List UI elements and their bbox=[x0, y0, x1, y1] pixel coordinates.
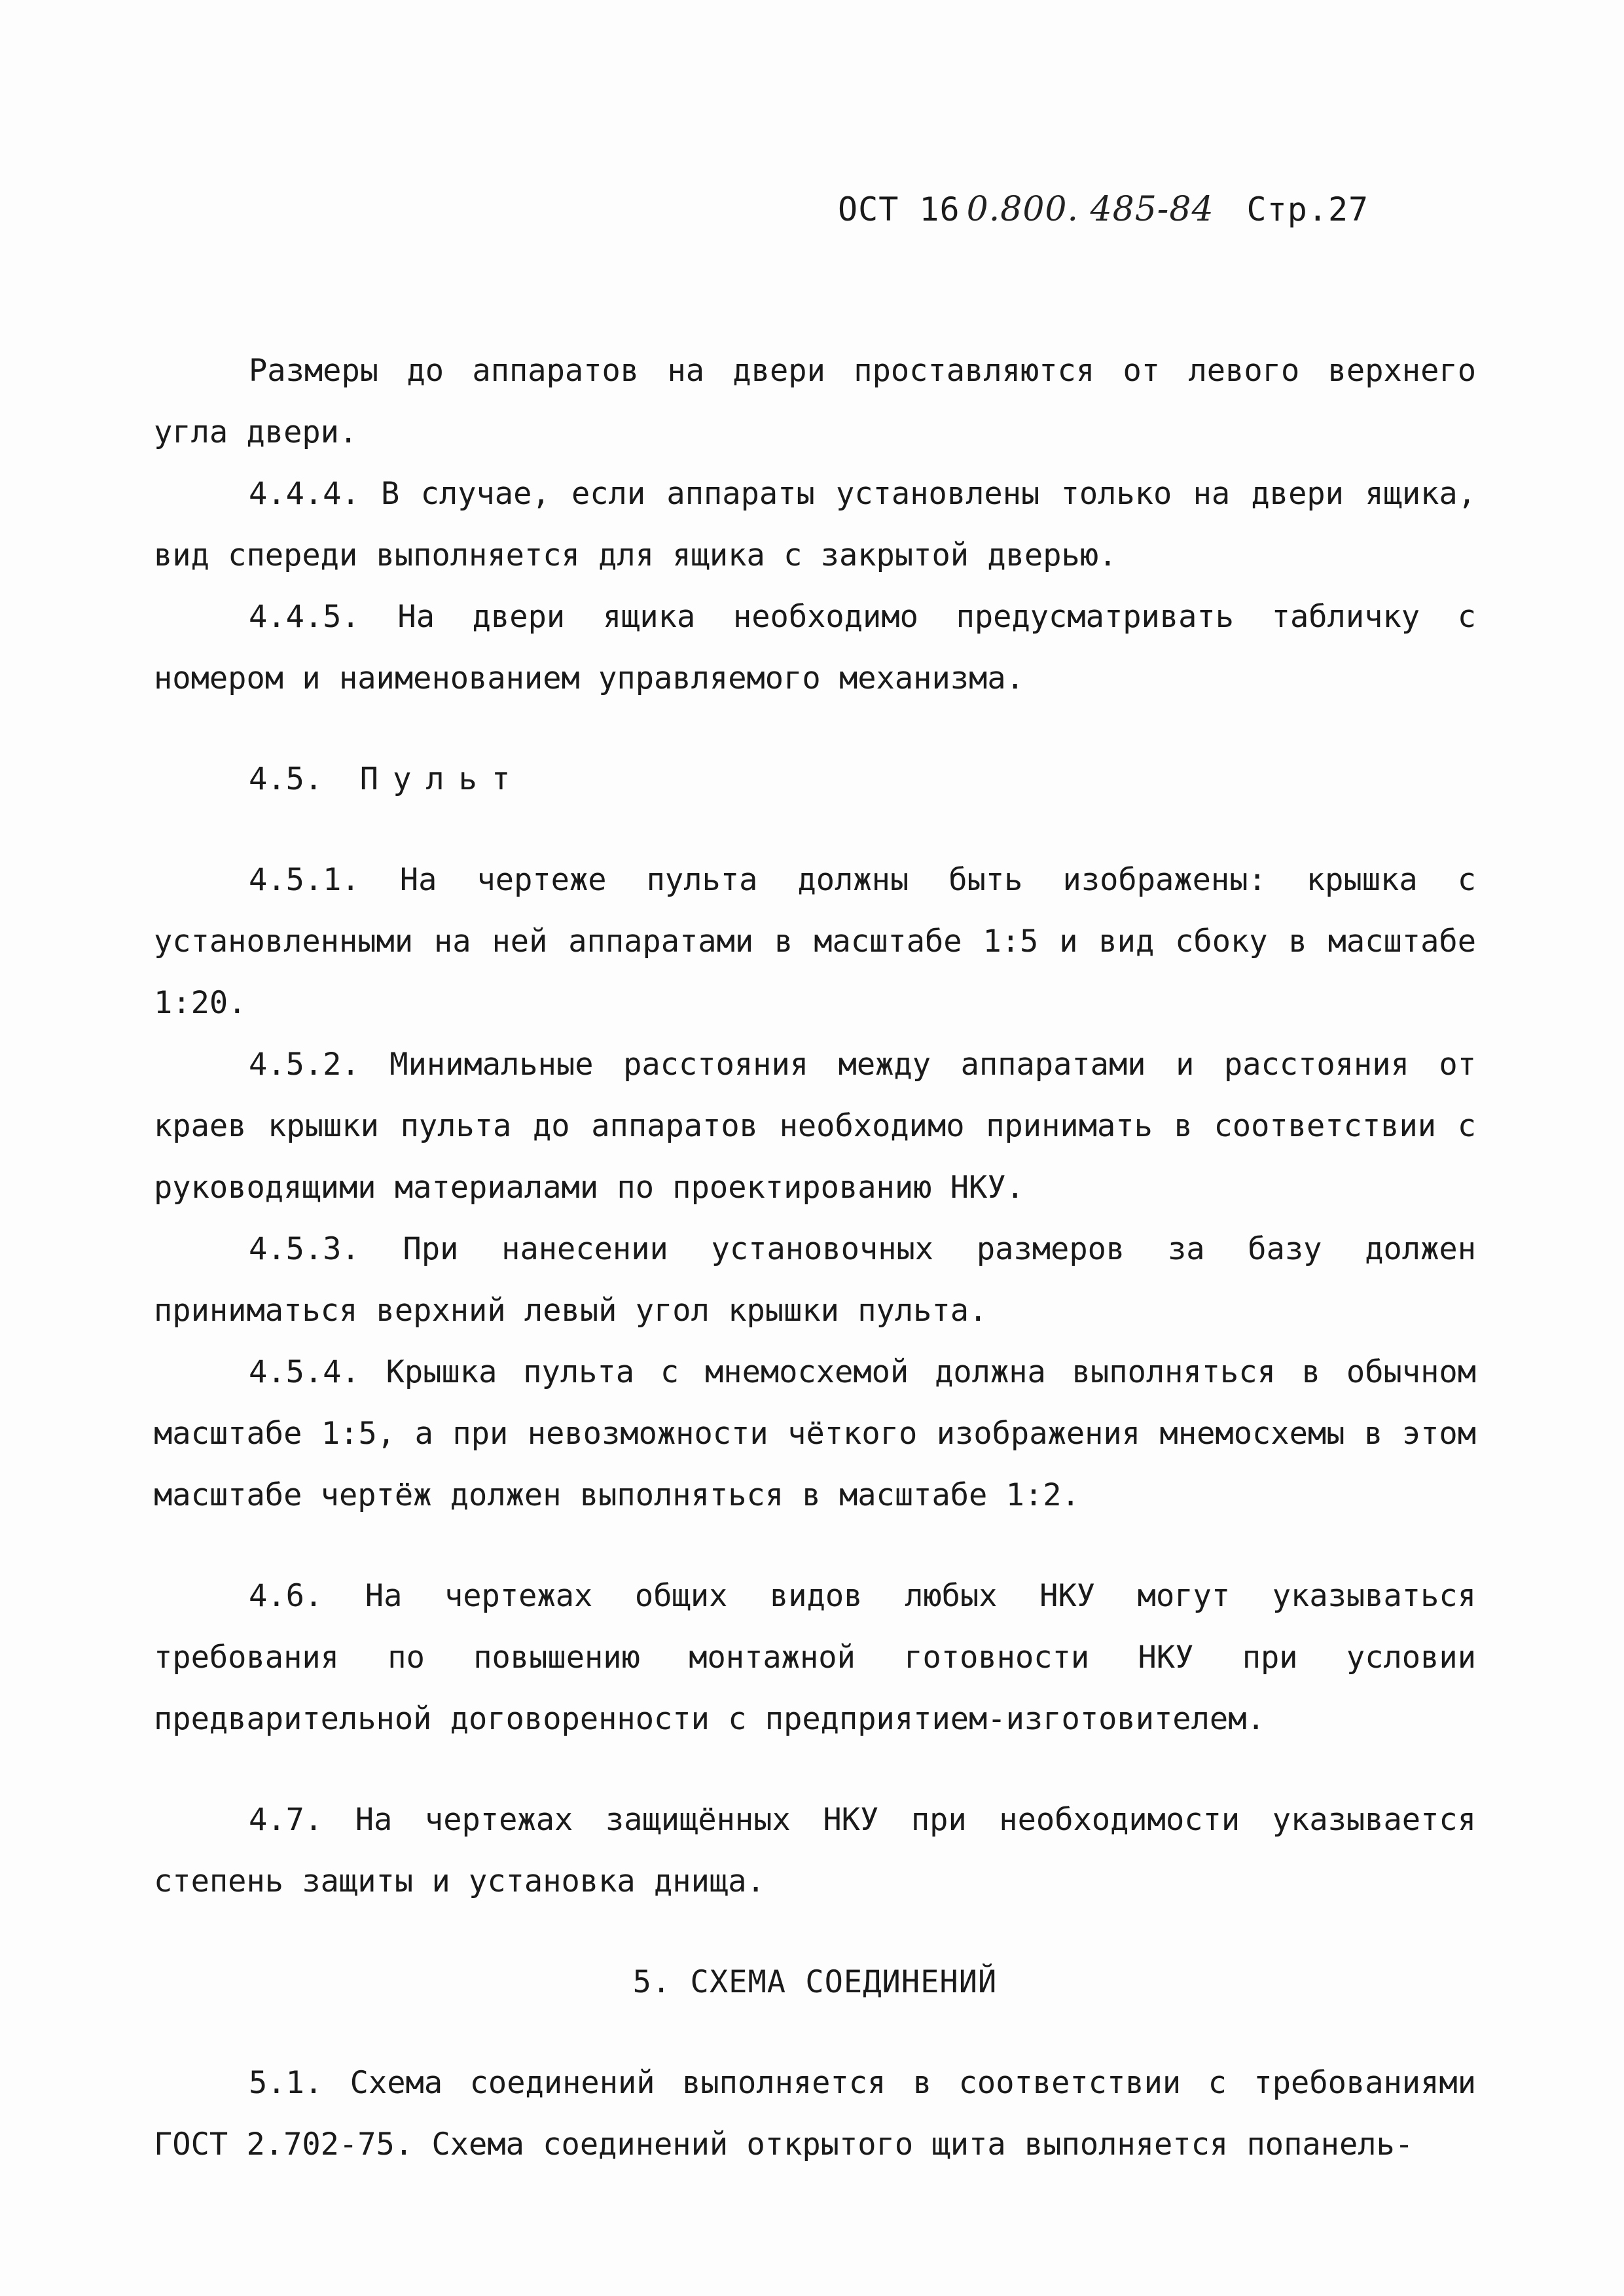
paragraph-5-1: 5.1. Схема соединений выполняется в соответствии с требованиями ГОСТ 2.702-75. Схема соединений открытого щита выполняется попанель- bbox=[154, 2065, 1476, 2162]
section-heading-5: 5. СХЕМА СОЕДИНЕНИЙ bbox=[632, 1964, 998, 2000]
section-heading-4-5 bbox=[154, 749, 1476, 810]
paragraph-4-5-4: 4.5.4. Крышка пульта с мнемосхемой должна выполняться в обычном масштабе 1:5, а при невозможности чёткого изображения мнемосхемы в этом масштабе чертёж должен выполняться в масштабе 1:2. bbox=[154, 1354, 1476, 1513]
paragraph-door-dimensions: Размеры до аппаратов на двери проставляются от левого верхнего угла двери. bbox=[154, 353, 1476, 450]
standard-prefix: ОСТ 16 bbox=[838, 190, 960, 228]
paragraph-4-6: 4.6. На чертежах общих видов любых НКУ могут указываться требования по повышению монтажной готовности НКУ при условии предварительной договоренности с предприятием-изготовителем. bbox=[154, 1578, 1476, 1737]
page-number: Стр.27 bbox=[1246, 190, 1369, 228]
section-title: Пульт bbox=[359, 761, 525, 797]
paragraph-4-5-2: 4.5.2. Минимальные расстояния между аппаратами и расстояния от краев крышки пульта до аппаратов необходимо принимать в соответствии с руководящими материалами по проектированию НКУ. bbox=[154, 1047, 1476, 1206]
paragraph-4-5-3: 4.5.3. При нанесении установочных размеров за базу должен приниматься верхний левый угол крышки пульта. bbox=[154, 1231, 1476, 1329]
paragraph-4-5-1: 4.5.1. На чертеже пульта должны быть изображены: крышка с установленными на ней аппаратами в масштабе 1:5 и вид сбоку в масштабе 1:20. bbox=[154, 862, 1476, 1021]
section-number: 4.5. bbox=[249, 761, 323, 797]
paragraph-4-4-5: 4.4.5. На двери ящика необходимо предусматривать табличку с номером и наименованием управляемого механизма. bbox=[154, 599, 1476, 696]
page-header bbox=[838, 190, 1369, 229]
document-body bbox=[154, 340, 1476, 2176]
paragraph-4-4-4: 4.4.4. В случае, если аппараты установлены только на двери ящика, вид спереди выполняется для ящика с закрытой дверью. bbox=[154, 476, 1476, 573]
paragraph-4-7: 4.7. На чертежах защищённых НКУ при необходимости указывается степень защиты и установка днища. bbox=[154, 1802, 1476, 1899]
standard-number-handwritten: 0.800. 485-84 bbox=[966, 190, 1214, 229]
